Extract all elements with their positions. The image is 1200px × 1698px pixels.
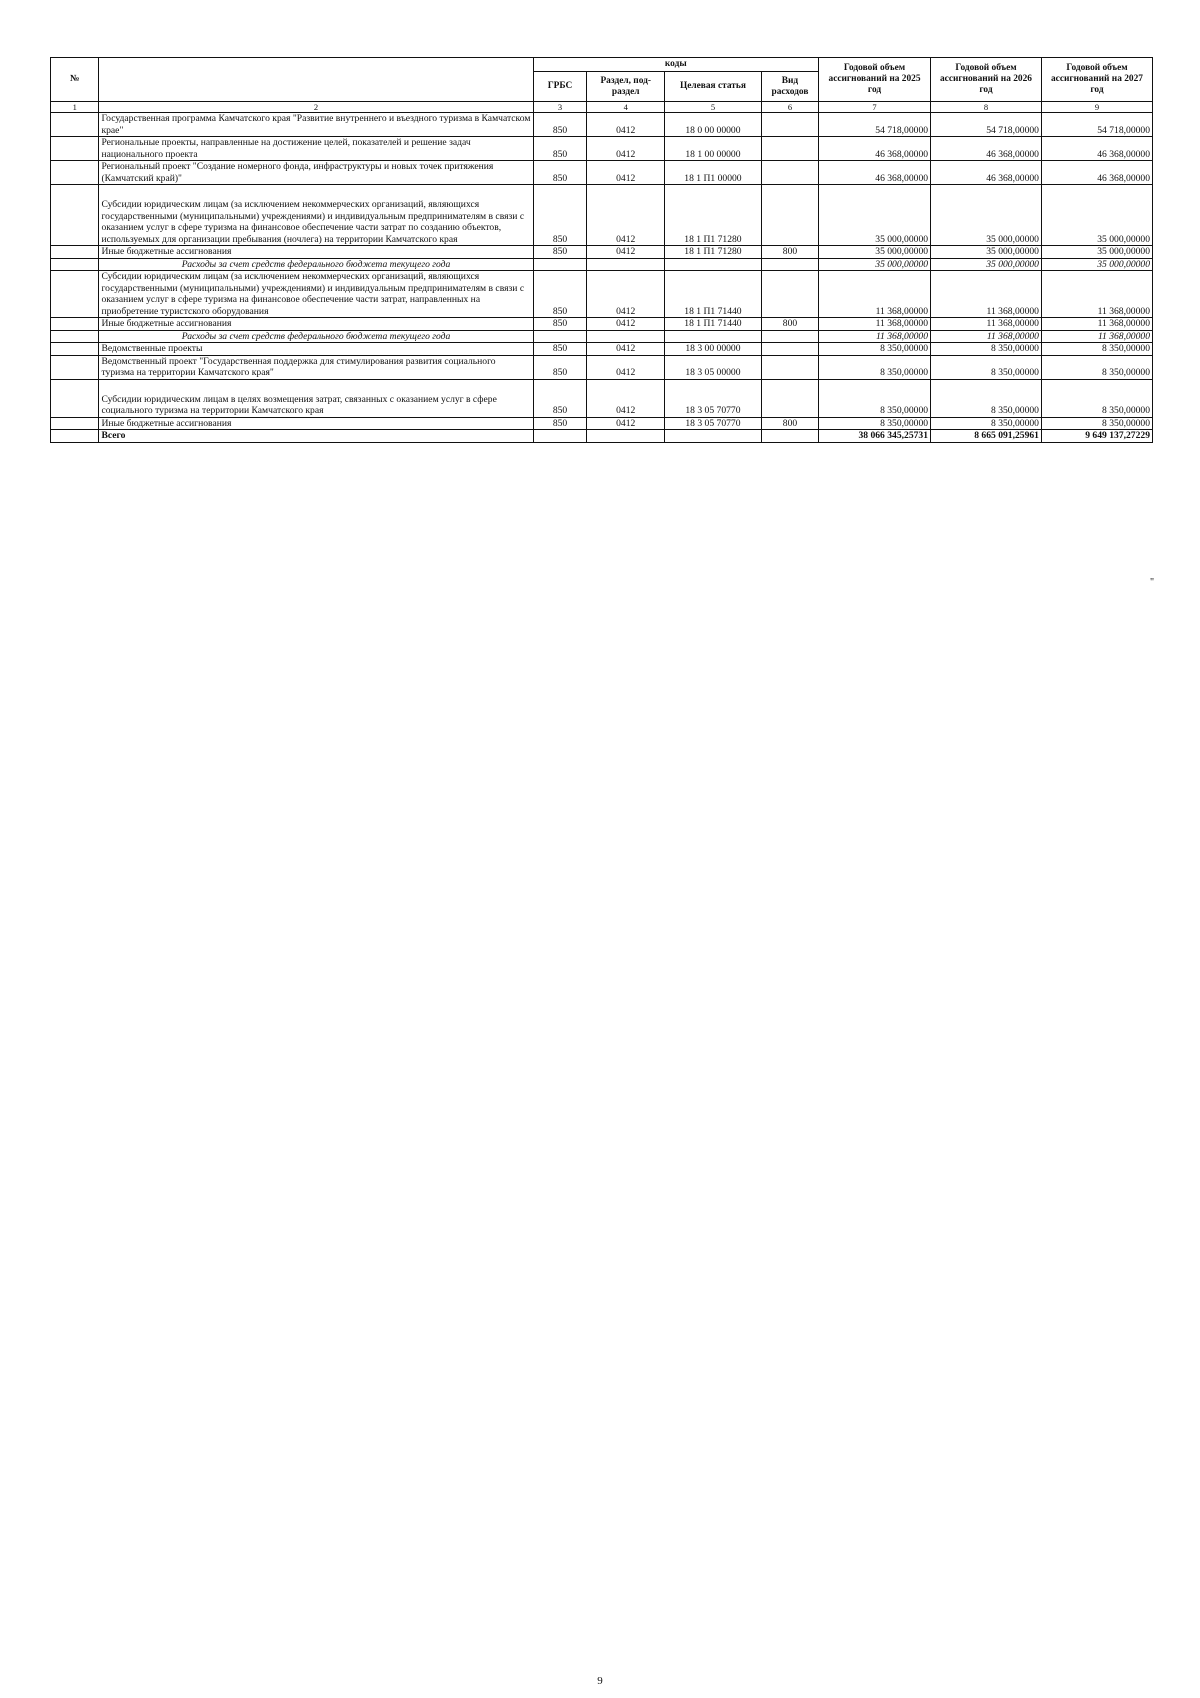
row-2027: 8 350,00000 bbox=[1041, 417, 1152, 430]
row-target: 18 1 П1 00000 bbox=[664, 161, 761, 185]
header-name bbox=[99, 58, 533, 102]
row-name: Региональный проект "Создание номерного фонда, инфраструктуры и новых точек притяжения (Камчатский край)" bbox=[99, 161, 533, 185]
row-name: Иные бюджетные ассигнования bbox=[99, 318, 533, 331]
row-2026: 11 368,00000 bbox=[931, 318, 1042, 331]
row-2027: 35 000,00000 bbox=[1041, 258, 1152, 271]
row-section: 0412 bbox=[587, 271, 665, 318]
row-type bbox=[761, 271, 818, 318]
row-2027: 11 368,00000 bbox=[1041, 271, 1152, 318]
table-row bbox=[51, 318, 1153, 331]
row-number bbox=[51, 271, 99, 318]
row-2027: 54 718,00000 bbox=[1041, 113, 1152, 137]
header-2026: Годовой объем ассигнований на 2026 год bbox=[931, 58, 1042, 102]
row-2025: 8 350,00000 bbox=[819, 355, 931, 379]
budget-table bbox=[50, 57, 1153, 443]
table-row bbox=[51, 113, 1153, 137]
row-name: Ведомственные проекты bbox=[99, 343, 533, 356]
column-index: 2 bbox=[99, 102, 533, 113]
row-2026: 8 350,00000 bbox=[931, 379, 1042, 417]
row-type bbox=[761, 343, 818, 356]
row-2026: 11 368,00000 bbox=[931, 330, 1042, 343]
header-codes: коды bbox=[533, 58, 818, 72]
row-2025: 11 368,00000 bbox=[819, 318, 931, 331]
row-2027: 11 368,00000 bbox=[1041, 318, 1152, 331]
row-2026: 46 368,00000 bbox=[931, 137, 1042, 161]
row-grbs: 850 bbox=[533, 379, 587, 417]
row-2025: 11 368,00000 bbox=[819, 330, 931, 343]
row-target: 18 1 П1 71280 bbox=[664, 185, 761, 246]
row-type bbox=[761, 258, 818, 271]
row-target: 18 1 П1 71280 bbox=[664, 246, 761, 259]
row-2026: 8 350,00000 bbox=[931, 417, 1042, 430]
row-number bbox=[51, 246, 99, 259]
row-section: 0412 bbox=[587, 161, 665, 185]
row-2026: 8 350,00000 bbox=[931, 355, 1042, 379]
row-target bbox=[664, 430, 761, 443]
row-type: 800 bbox=[761, 318, 818, 331]
column-index: 5 bbox=[664, 102, 761, 113]
column-index: 4 bbox=[587, 102, 665, 113]
row-2026: 54 718,00000 bbox=[931, 113, 1042, 137]
row-type bbox=[761, 137, 818, 161]
row-2025: 35 000,00000 bbox=[819, 246, 931, 259]
header-grbs: ГРБС bbox=[533, 72, 587, 102]
row-2027: 35 000,00000 bbox=[1041, 246, 1152, 259]
header-target: Целевая статья bbox=[664, 72, 761, 102]
row-number bbox=[51, 330, 99, 343]
row-2027: 46 368,00000 bbox=[1041, 161, 1152, 185]
table-row bbox=[51, 343, 1153, 356]
table-row-federal bbox=[51, 258, 1153, 271]
row-2027: 46 368,00000 bbox=[1041, 137, 1152, 161]
column-index: 3 bbox=[533, 102, 587, 113]
row-number bbox=[51, 379, 99, 417]
row-number bbox=[51, 430, 99, 443]
row-2025: 8 350,00000 bbox=[819, 343, 931, 356]
row-type: 800 bbox=[761, 417, 818, 430]
row-target: 18 1 00 00000 bbox=[664, 137, 761, 161]
row-grbs bbox=[533, 330, 587, 343]
row-section: 0412 bbox=[587, 246, 665, 259]
row-name: Региональные проекты, направленные на достижение целей, показателей и решение задач национального проекта bbox=[99, 137, 533, 161]
row-2027: 11 368,00000 bbox=[1041, 330, 1152, 343]
row-2026: 35 000,00000 bbox=[931, 258, 1042, 271]
row-section: 0412 bbox=[587, 185, 665, 246]
closing-quote: " bbox=[1150, 577, 1155, 588]
row-2027: 8 350,00000 bbox=[1041, 379, 1152, 417]
row-section: 0412 bbox=[587, 417, 665, 430]
table-row bbox=[51, 246, 1153, 259]
page-number: 9 bbox=[597, 1675, 603, 1687]
row-type bbox=[761, 330, 818, 343]
header-2025: Годовой объем ассигнований на 2025 год bbox=[819, 58, 931, 102]
row-grbs: 850 bbox=[533, 271, 587, 318]
row-name: Ведомственный проект "Государственная поддержка для стимулирования развития социального туризма на территории Камчатского края" bbox=[99, 355, 533, 379]
row-grbs: 850 bbox=[533, 417, 587, 430]
row-target: 18 3 05 70770 bbox=[664, 417, 761, 430]
row-name: Иные бюджетные ассигнования bbox=[99, 246, 533, 259]
column-index: 1 bbox=[51, 102, 99, 113]
row-number bbox=[51, 137, 99, 161]
column-index: 6 bbox=[761, 102, 818, 113]
row-number bbox=[51, 185, 99, 246]
table-row-federal bbox=[51, 330, 1153, 343]
table-row bbox=[51, 355, 1153, 379]
row-target: 18 3 00 00000 bbox=[664, 343, 761, 356]
row-grbs: 850 bbox=[533, 246, 587, 259]
row-2025: 46 368,00000 bbox=[819, 161, 931, 185]
header-2027: Годовой объем ассигнований на 2027 год bbox=[1041, 58, 1152, 102]
row-grbs: 850 bbox=[533, 185, 587, 246]
row-section bbox=[587, 430, 665, 443]
row-number bbox=[51, 113, 99, 137]
row-2027: 8 350,00000 bbox=[1041, 355, 1152, 379]
total-2025: 38 066 345,25731 bbox=[819, 430, 931, 443]
row-section bbox=[587, 258, 665, 271]
column-index: 9 bbox=[1041, 102, 1152, 113]
row-number bbox=[51, 318, 99, 331]
row-name: Расходы за счет средств федерального бюджета текущего года bbox=[99, 330, 533, 343]
column-index: 8 bbox=[931, 102, 1042, 113]
column-index: 7 bbox=[819, 102, 931, 113]
budget-page bbox=[50, 57, 1153, 443]
row-target: 18 3 05 00000 bbox=[664, 355, 761, 379]
row-2026: 46 368,00000 bbox=[931, 161, 1042, 185]
total-2027: 9 649 137,27229 bbox=[1041, 430, 1152, 443]
row-grbs bbox=[533, 258, 587, 271]
column-index-row bbox=[51, 102, 1153, 113]
row-grbs bbox=[533, 430, 587, 443]
table-row bbox=[51, 417, 1153, 430]
row-2025: 35 000,00000 bbox=[819, 185, 931, 246]
row-type bbox=[761, 355, 818, 379]
row-section: 0412 bbox=[587, 137, 665, 161]
row-section: 0412 bbox=[587, 379, 665, 417]
header-expense-type: Вид расходов bbox=[761, 72, 818, 102]
row-type: 800 bbox=[761, 246, 818, 259]
row-type bbox=[761, 161, 818, 185]
row-2025: 35 000,00000 bbox=[819, 258, 931, 271]
total-2026: 8 665 091,25961 bbox=[931, 430, 1042, 443]
row-target: 18 1 П1 71440 bbox=[664, 271, 761, 318]
row-section: 0412 bbox=[587, 318, 665, 331]
row-number bbox=[51, 355, 99, 379]
row-name: Иные бюджетные ассигнования bbox=[99, 417, 533, 430]
table-row bbox=[51, 379, 1153, 417]
row-grbs: 850 bbox=[533, 318, 587, 331]
row-grbs: 850 bbox=[533, 137, 587, 161]
row-name: Расходы за счет средств федерального бюджета текущего года bbox=[99, 258, 533, 271]
row-2025: 54 718,00000 bbox=[819, 113, 931, 137]
row-name: Субсидии юридическим лицам в целях возмещения затрат, связанных с оказанием услуг в сфере социального туризма на территории Камчатского края bbox=[99, 379, 533, 417]
row-2027: 35 000,00000 bbox=[1041, 185, 1152, 246]
table-row bbox=[51, 137, 1153, 161]
row-target: 18 3 05 70770 bbox=[664, 379, 761, 417]
header-section: Раздел, под-раздел bbox=[587, 72, 665, 102]
row-number bbox=[51, 343, 99, 356]
row-2025: 11 368,00000 bbox=[819, 271, 931, 318]
row-section: 0412 bbox=[587, 113, 665, 137]
row-2026: 11 368,00000 bbox=[931, 271, 1042, 318]
row-grbs: 850 bbox=[533, 343, 587, 356]
row-target bbox=[664, 330, 761, 343]
row-section bbox=[587, 330, 665, 343]
row-grbs: 850 bbox=[533, 355, 587, 379]
table-row bbox=[51, 271, 1153, 318]
row-type bbox=[761, 185, 818, 246]
row-2027: 8 350,00000 bbox=[1041, 343, 1152, 356]
table-row bbox=[51, 161, 1153, 185]
row-2026: 35 000,00000 bbox=[931, 246, 1042, 259]
row-target: 18 1 П1 71440 bbox=[664, 318, 761, 331]
row-2025: 8 350,00000 bbox=[819, 379, 931, 417]
row-2025: 46 368,00000 bbox=[819, 137, 931, 161]
row-2026: 8 350,00000 bbox=[931, 343, 1042, 356]
row-type bbox=[761, 113, 818, 137]
table-row bbox=[51, 185, 1153, 246]
row-section: 0412 bbox=[587, 355, 665, 379]
row-type bbox=[761, 430, 818, 443]
row-section: 0412 bbox=[587, 343, 665, 356]
row-2026: 35 000,00000 bbox=[931, 185, 1042, 246]
row-grbs: 850 bbox=[533, 161, 587, 185]
header-no: № bbox=[51, 58, 99, 102]
row-number bbox=[51, 258, 99, 271]
row-number bbox=[51, 417, 99, 430]
row-type bbox=[761, 379, 818, 417]
row-target bbox=[664, 258, 761, 271]
row-name: Государственная программа Камчатского края "Развитие внутреннего и въездного туризма в Камчатском крае" bbox=[99, 113, 533, 137]
total-label: Всего bbox=[99, 430, 533, 443]
total-row bbox=[51, 430, 1153, 443]
row-2025: 8 350,00000 bbox=[819, 417, 931, 430]
row-number bbox=[51, 161, 99, 185]
row-target: 18 0 00 00000 bbox=[664, 113, 761, 137]
row-name: Субсидии юридическим лицам (за исключением некоммерческих организаций, являющихся государственными (муниципальными) учреждениями) и индивидуальным предпринимателям в связи с оказанием услуг в сфере туризма на финансовое обеспечение части затрат по созданию объектов, используемых для организации пребывания (ночлега) на территории Камчатского края bbox=[99, 185, 533, 246]
row-grbs: 850 bbox=[533, 113, 587, 137]
row-name: Субсидии юридическим лицам (за исключением некоммерческих организаций, являющихся государственными (муниципальными) учреждениями) и индивидуальным предпринимателям в связи с оказанием услуг в сфере туризма на финансовое обеспечение части затрат, направленных на приобретение туристского оборудования bbox=[99, 271, 533, 318]
